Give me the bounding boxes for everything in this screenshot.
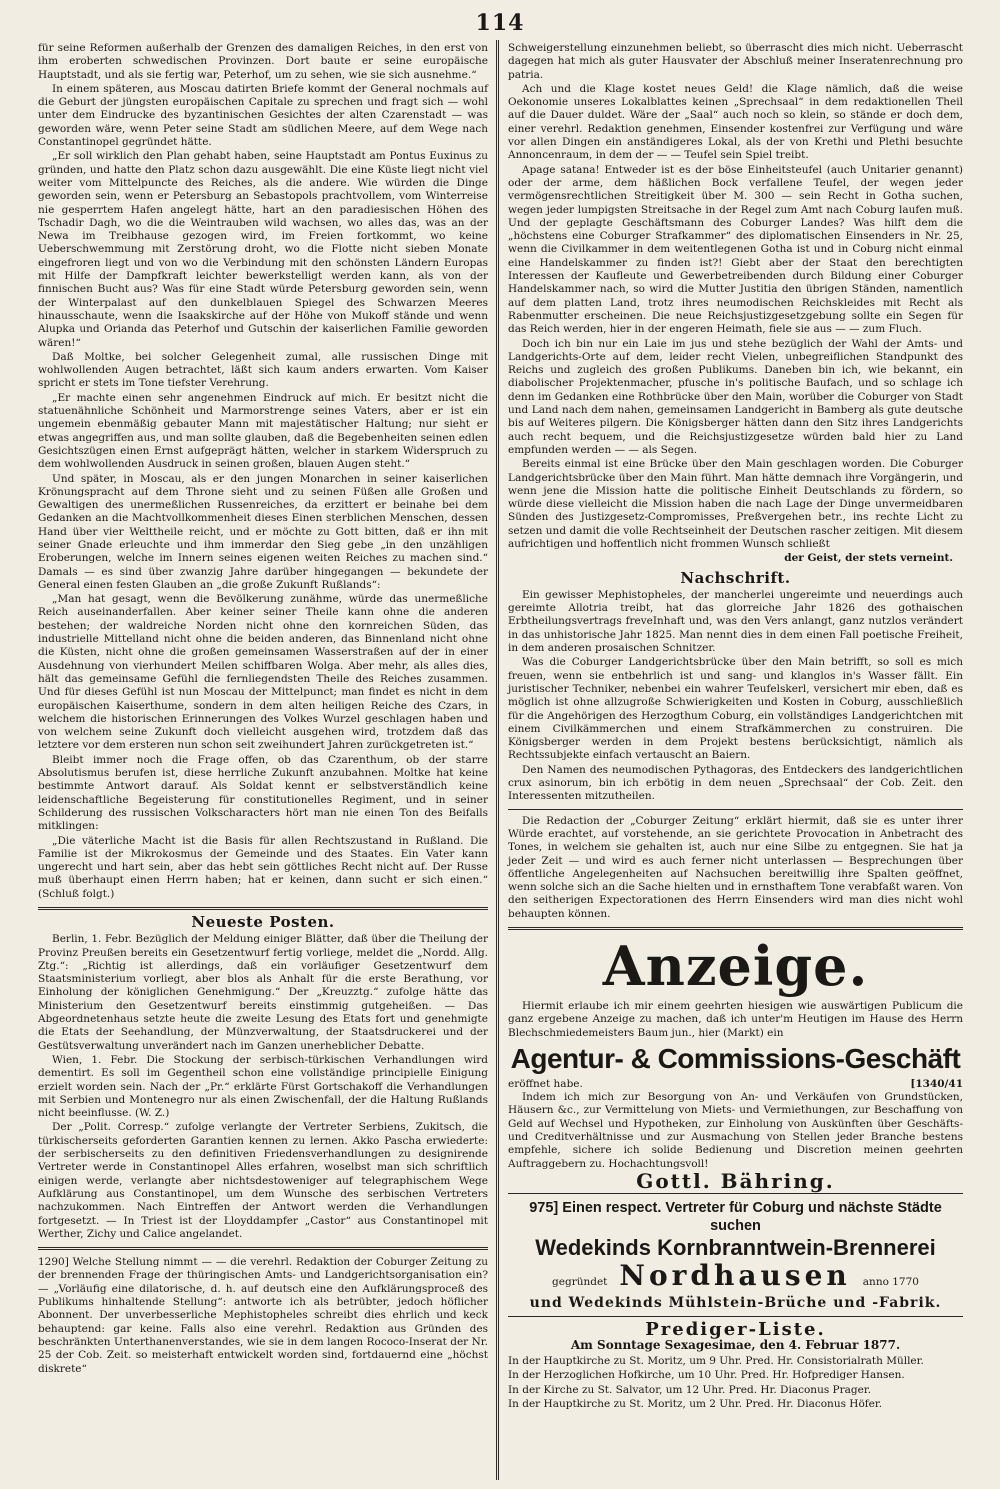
anzeige-body: Indem ich mich zur Besorgung von An- und Verkäufen von Grundstücken, Häusern &c., zur Vermittelung von Miets- und Vermiethungen, zur Beschaffung von Geld auf Wechsel und Hypotheken, zur Einholung von Auskünften über Geschäfts- und Creditverhältnisse und zur Ausmachung von Stellen jeder Branche bestens empfehle, sichere ich solide Bedienung und Discretion meinen geehrten Auftraggebern zu. Hochachtungsvoll! xyxy=(508,1091,963,1170)
column-divider xyxy=(496,40,499,1480)
wedekind-line3: und Wedekinds Mühlstein-Brüche und -Fabrik. xyxy=(529,1295,942,1312)
section-rule xyxy=(508,1316,963,1317)
anzeige-opened: eröffnet habe. xyxy=(508,1077,583,1090)
article-paragraph: Und später, in Moscau, als er den jungen Monarchen in seiner kaiserlichen Krönungspracht auf dem Throne sieht und zu seinen Füßen alle Großen und Gewaltigen des unermeßlichen Russenreiches, da erzittert er beinahe bei dem Gedanken an die Machtvollkommenheit dieses Einen sterblichen Menschen, dessen Hand über vier Welttheile reicht, und er möchte zu Gott bitten, daß er ihn mit seiner Gnade erleuchte und ihm immerdar den Sieg gebe „in den unzähligen Eroberungen, welche im Innern seines eigenen weiten Reiches zu machen sind.“ Damals — es sind über zwanzig Jahre darüber hingegangen — bekundete der General einen festen Glauben an „die große Zukunft Rußlands“: xyxy=(38,472,488,591)
prediger-item: In der Kirche zu St. Salvator, um 12 Uhr. Pred. Hr. Diaconus Prager. xyxy=(508,1383,872,1396)
nachschrift-title: Nachschrift. xyxy=(680,568,791,587)
article-paragraph: Bleibt immer noch die Frage offen, ob das Czarenthum, ob der starre Absolutismus berufen ist, diese herrliche Zukunft anzubahnen. Moltke hat keine bestimmte Antwort darauf. Als Soldat kennt er selbstverständlich keine leidenschaftliche Begeisterung für constitutionelles Regiment, und in seiner Schilderung des russischen Volkscharacters hört man nie einen Ton des Beifalls mitklingen: xyxy=(38,753,488,833)
wedekind-founded: gegründet xyxy=(552,1276,608,1289)
article-paragraph: Daß Moltke, bei solcher Gelegenheit zumal, alle russischen Dinge mit wohlwollenden Augen betrachtet, läßt sich kaum anders erwarten. Vom Kaiser spricht er stets im Tone tiefster Verehrung. xyxy=(38,350,488,390)
letter-paragraph: Was die Coburger Landgerichtsbrücke über den Main betrifft, so soll es mich freuen, wenn sie entbehrlich ist und sang- und klanglos in's Wasser fällt. Ein juristischer Techniker, nebenbei ein wahrer Teufelskerl, versichert mir eben, daß es möglich ist ohne allzugroße Schwierigkeiten und Kosten in Coburg, ausschließlich für die Angehörigen des Herzogthum Coburg, ein vollständiges Landgerichtchen mit einem Civilkämmerchen und einem Strafkämmerchen zu construiren. Die Königsberger werden in dem Projekt bestens berücksichtigt, nämlich als Rechtssubjekte einfach vertauscht an Baiern. xyxy=(508,656,963,762)
article-paragraph: „Die väterliche Macht ist die Basis für allen Rechtszustand in Rußland. Die Familie ist der Mikrokosmus der Gemeinde und des Staates. Ein Vater kann ungerecht und hart sein, aber das hebt sein göttliches Recht nicht auf. Der Russe muß überhaupt einen Herrn haben; hat er keinen, dann sucht er sich einen.“ (Schluß folgt.) xyxy=(38,834,488,900)
section-rule xyxy=(508,927,963,930)
prediger-title: Prediger-Liste. xyxy=(645,1318,826,1340)
anzeige-ref: [1340/41 xyxy=(910,1077,963,1090)
redaction-note: Die Redaction der „Coburger Zeitung“ erklärt hiermit, daß sie es unter ihrer Würde erachtet, auf vorstehende, an sie gerichtete Provocation in Anbetracht des Tones, in welchem sie gehalten ist, auch nur eine Silbe zu entgegnen. Sie hat ja jeder Zeit — und wird es auch ferner nicht unterlassen — Besprechungen über öffentliche Angelegenheiten auf Nachsuchen bereitwillig ihre Spalten geöffnet, wenn solche sich an die Sache hielten und in ernsthaftem Tone verabfaßt waren. Von den seitherigen Expectorationen des Herrn Einsenders wird man dies nicht wohl behaupten können. xyxy=(508,814,963,920)
letter-paragraph: Doch ich bin nur ein Laie im jus und stehe bezüglich der Wahl der Amts- und Landgerichts-Orte auf dem, leider recht Vielen, unbegreiflichen Standpunkt des Reichs und zugleich des großen Publikums. Daneben bin ich, wie bekannt, ein diabolischer Projektenmacher, pfusche in's politische Baufach, und so schlage ich denn im Gedanken eine Rothbrücke über den Main, worüber die Coburger von Stadt und Land nach dem nahen, gemeinsamen Landgericht in Bamberg als gute deutsche bis auf Weiteres pilgern. Die Königsberger hätten dann den Sitz ihres Landgerichts auch recht bequem, und die Reichsjustizgesetze würden bald hier zu Land empfunden werden — — als Segen. xyxy=(508,337,963,456)
letter-paragraph: Den Namen des neumodischen Pythagoras, des Entdeckers des landgerichtlichen crux asinorum, bin ich erbötig in dem neuen „Sprechsaal“ der Cob. Zeit. den Interessenten mitzutheilen. xyxy=(508,763,963,803)
anzeige-ad xyxy=(508,934,963,1193)
news-item: Berlin, 1. Febr. Bezüglich der Meldung einiger Blätter, daß über die Theilung der Provinz Preußen bereits ein Gesetzentwurf fertig vorliege, meldet die „Nordd. Allg. Ztg.“: „Richtig ist allerdings, daß ein vorläufiger Gesetzentwurf dem Staatsministerium vorliegt, aber blos als Anhalt für die erste Berathung, vor Einholung der königlichen Genehmigung.“ Der „Kreuzztg.“ zufolge hätte das Ministerium den Gesetzentwurf bereits einstimmig gutgeheißen. — Das Abgeordnetenhaus setzte heute die zweite Lesung des Etats fort und genehmigte die Etats der Seehandlung, der Münzverwaltung, der Staatsdruckerei und der Gestütsverwaltung unverändert nach im Ganzen unerheblicher Debatte. xyxy=(38,933,488,1052)
letter-paragraph: Ach und die Klage kostet neues Geld! die Klage nämlich, daß die weise Oekonomie unseres Lokalblattes keinen „Sprechsaal“ in dem redaktionellen Theil auf die Dauer duldet. Wäre der „Saal“ auch noch so klein, so stände er doch dem, einer verehrl. Redaktion genehmen, Einsender kostenfrei zur Verfügung und wäre vor allen Dingen ein anständigeres Lokal, als der von Krethi und Plethi besuchte Annoncenraum, in dem der — — Teufel sein Spiel treibt. xyxy=(508,82,963,162)
wedekind-line1: 975] Einen respect. Vertreter für Coburg und nächste Städte suchen xyxy=(529,1200,942,1235)
letter-paragraph: Ein gewisser Mephistopheles, der mancherlei ungereimte und neuerdings auch gereimte Allotria treibt, hat das glorreiche Jahr 1826 des gothaischen Erbtheilungsvertrags freveInhaft und, was den Vers anlangt, ganz nutzlos verändert in das unhistorische Jahr 1825. Man nennt dies in dem einen Fall poetische Freiheit, in dem anderen prosaischen Schnitzer. xyxy=(508,588,963,655)
prediger-item: In der Hauptkirche zu St. Moritz, um 2 Uhr. Pred. Hr. Diaconus Höfer. xyxy=(508,1398,883,1411)
news-section-title: Neueste Posten. xyxy=(191,913,335,931)
section-rule xyxy=(38,1247,488,1250)
wedekind-city-row xyxy=(508,1261,963,1297)
anzeige-firm: Agentur- & Commissions-Geschäft xyxy=(510,1042,961,1074)
letter-paragraph: Schweigerstellung einzunehmen beliebt, so überrascht dies mich nicht. Ueberrascht dagegen hat mich als guter Hausvater der Abschluß meiner Inseratenrechnung pro patria. xyxy=(508,42,963,81)
prediger-item: In der Hauptkirche zu St. Moritz, um 9 Uhr. Pred. Hr. Consistorialrath Müller. xyxy=(508,1355,924,1368)
prediger-item: In der Herzoglichen Hofkirche, um 10 Uhr. Pred. Hr. Hofprediger Hansen. xyxy=(508,1369,905,1382)
section-rule xyxy=(508,1193,963,1194)
left-column xyxy=(38,42,488,1377)
section-rule xyxy=(508,809,963,810)
anzeige-title: Anzeige. xyxy=(602,934,869,998)
article-paragraph: In einem späteren, aus Moscau datirten Briefe kommt der General nochmals auf die Geburt der jüngsten europäischen Capitale zu sprechen und fragt sich — wohl unter dem Eindrucke des byzantinischen Gesichtes der alten Czarenstadt — was geworden wäre, wenn Peter seine Stadt am südlichen Meere, auf dem Wege nach Constantinopel gegründet hätte. xyxy=(38,82,488,149)
reader-letter: 1290] Welche Stellung nimmt — — die verehrl. Redaktion der Coburger Zeitung zu der brennenden Frage der thüringischen Amts- und Landgerichtsorganisation ein? — „Vorläufig eine dilatorische, d. h. auf deutsch eine den Aufklärungsproceß des Publikums hinhaltende Stellung“: antworte ich als betrübter, jedoch höflicher Abonnent. Der unverbesserliche Mephistopheles schreibt dies ehrlich und keck behauptend: gar keine. Falls also eine verehrl. Redaktion aus Gründen des beschränkten Unterthanenverstandes, wie sie in dem langen Rococo-Inserat der Nr. 25 der Cob. Zeit. so meisterhaft entwickelt worden sind, fortdauernd eine „höchst diskrete“ xyxy=(38,1256,488,1375)
letter-signature: der Geist, der stets verneint. xyxy=(784,552,953,565)
wedekind-firm: Wedekinds Kornbranntwein-Brennerei xyxy=(535,1235,936,1261)
page-number: 114 xyxy=(475,10,525,36)
article-paragraph: „Er soll wirklich den Plan gehabt haben, seine Hauptstadt am Pontus Euxinus zu gründen, und hatte den Platz schon dazu ausgewählt. Die eine Küste liegt nicht viel weiter vom Mittelpuncte des Reiches, als die andere. Wie würden die Dinge geworden sein, wenn er Petersburg an Sebastopols prachtvollem, vom Winterreise nie gesperrtem Hafen angelegt hätte, hart an den paradiesischen Höhen des Tschadir Dagh, wo die die Weintrauben wild wachsen, wo alles das, was an der Newa im Treibhause gezogen wird, im Freien fortkommt, wo keine Ueberschwemmung mit Zerstörung droht, wo die Flotte nicht sieben Monate eingefroren liegt und von wo die Verbindung mit den schönsten Ländern Europas mit Hilfe der Dampfkraft leichter bewerkstelligt werden kann, als von der finnischen Bucht aus? Was für eine Stadt würde Petersburg geworden sein, wenn der Winterpalast auf den dunkelblauen Spiegel des Schwarzen Meeres hinausschaute, wenn die Isaakskirche auf der Höhe von Mukoff stände und wenn Alupka und Orianda das Peterhof und Gutschin der kaiserlichen Familie geworden wären!“ xyxy=(38,150,488,349)
prediger-liste xyxy=(508,1318,963,1412)
wedekind-anno: anno 1770 xyxy=(862,1276,919,1289)
letter-paragraph: Apage satana! Entweder ist es der böse Einheitsteufel (auch Unitarier genannt) oder der arme, dem häßlichen Bock verfallene Teufel, der wegen jeder vermögensrechtlichen Streitigkeit über M. 300 — sein Recht in Gotha suchen, wegen jeder lumpigsten Streitsache in der Regel zum Amt nach Coburg laufen muß. Und der geplagte Geschäftsmann des Coburger Landes? Was hilft dem die „höchstens eine Coburger Strafkammer“ des diplomatischen Einsenders in Nr. 25, wenn die Civilkammer in dem weitentlegenen Gotha ist und in Coburg nicht einmal eine Handelskammer zu finden ist?! Giebt aber der Staat den berechtigten Interessen der Kaufleute und Gewerbetreibenden durch Bildung einer Coburger Handelskammer nach, so wird die Mutter Justitia den übrigen Ständen, namentlich auf dem platten Land, trotz ihres neumodischen Reichskleides mit Recht als Rabenmutter erscheinen. Die neue Reichsjustizgesetzgebung sollte ein Segen für das Reich werden, hier in der engeren Heimath, fiele sie aus — — zum Fluch. xyxy=(508,163,963,336)
news-item: Wien, 1. Febr. Die Stockung der serbisch-türkischen Verhandlungen wird dementirt. Es soll im Gegentheil schon eine vollständige principielle Einigung erzielt worden sein. Nach der „Pr.“ erklärte Fürst Gortschakoff die Verhandlungen mit Serbien und Montenegro nur als einen Zwischenfall, der die Haltung Rußlands nicht beeinflusse. (W. Z.) xyxy=(38,1053,488,1120)
article-paragraph: „Man hat gesagt, wenn die Bevölkerung zunähme, würde das unermeßliche Reich auseinanderfallen. Aber keiner seiner Theile kann ohne die anderen bestehen; der waldreiche Norden nicht ohne den kornreichen Süden, das industrielle Mittelland nicht ohne die beiden anderen, das Binnenland nicht ohne die Küsten, nicht ohne die großen gemeinsamen Wasserstraßen auf der in einer Ausdehnung von vierhundert Meilen schiffbaren Wolga. Aber mehr, als alles dies, hält das gemeinsame Gefühl die fernliegendsten Theile des Reiches zusammen. Und für dieses Gefühl ist nun Moscau der Mittelpunct; man findet es nicht in dem europäischen Kaiserthume, sondern in dem alten heiligen Reiche des Czars, in welchem die historischen Erinnerungen des Volkes Wurzel geschlagen haben und von welchem seine Zukunft doch vielleicht ausgehen wird, trotzdem daß das letztere vor dem ersteren nun schon seit zweihundert Jahren zurückgetreten ist.“ xyxy=(38,593,488,752)
letter-paragraph: Bereits einmal ist eine Brücke über den Main geschlagen worden. Die Coburger Landgerichtsbrücke über den Main führt. Man hätte demnach ihre Vorgängerin, und wenn jene die Mission hatte die politische Einheit Deutschlands zu fördern, so würde diese vielleicht die Mission haben die nach Lage der Dinge unvermeidbaren Sünden des Justizgesetz-Compromisses, Preßvergehen betr., ins rechte Licht zu setzen und damit die volle Rechtseinheit der Deutschen rascher zeitigen. Mit diesem aufrichtigen und hoffentlich nicht frommen Wunsch schließt xyxy=(508,458,963,550)
news-item: Der „Polit. Corresp.“ zufolge verlangte der Vertreter Serbiens, Zukitsch, die türkischerseits geforderten Garantien kennen zu lernen. Akko Pascha erwiederte: der serbischerseits zu den definitiven Friedensverhandlungen zu designirende Vertreter werde in Constantinopel Alles erfahren, woselbst man sich schriftlich einigen werde, verlangte aber nichtsdestoweniger auf telegraphischem Wege Aufklärung aus Constantinopel, um dem Wunsche des serbischen Vertreters nachzukommen. Nach Eintreffen der Antwort werden die Verhandlungen fortgesetzt. — In Triest ist der Lloyddampfer „Castor“ aus Constantinopel mit Werther, Zichy und Calice angelandet. xyxy=(38,1121,488,1240)
anzeige-signer: Gottl. Bähring. xyxy=(636,1168,835,1193)
wedekind-ad xyxy=(508,1199,963,1310)
right-column xyxy=(508,42,963,1412)
section-rule xyxy=(38,907,488,910)
prediger-date: Am Sonntage Sexagesimae, den 4. Februar 1877. xyxy=(570,1337,901,1352)
article-paragraph: für seine Reformen außerhalb der Grenzen des damaligen Reiches, in den erst von ihm eroberten schwedischen Provinzen. Dort baute er seine europäische Hauptstadt, und als sie fertig war, Peterhof, um zu sehen, wie sie sich ausnehme.“ xyxy=(38,42,488,81)
article-paragraph: „Er machte einen sehr angenehmen Eindruck auf mich. Er besitzt nicht die statuenähnliche Schönheit und Marmorstrenge seines Vaters, aber er ist ein ungemein ebenmäßig gebauter Mann mit majestätischer Haltung; nur sieht er etwas angegriffen aus, und man sollte glauben, daß die Begebenheiten seinen edlen Gesichtszügen einen Ernst aufgeprägt hätten, welcher in starkem Widerspruch zu dem wohlwollenden Ausdruck in seinen großen, blauen Augen steht.“ xyxy=(38,391,488,471)
anzeige-intro: Hiermit erlaube ich mir einem geehrten hiesigen wie auswärtigen Publicum die ganz ergebene Anzeige zu machen, daß ich unter'm Heutigen im Hause des Herrn Blechschmiedemeisters Baum jun., hier (Markt) ein xyxy=(508,1000,963,1039)
wedekind-city: Nordhausen xyxy=(619,1259,851,1293)
anzeige-opened-row xyxy=(508,1078,963,1091)
